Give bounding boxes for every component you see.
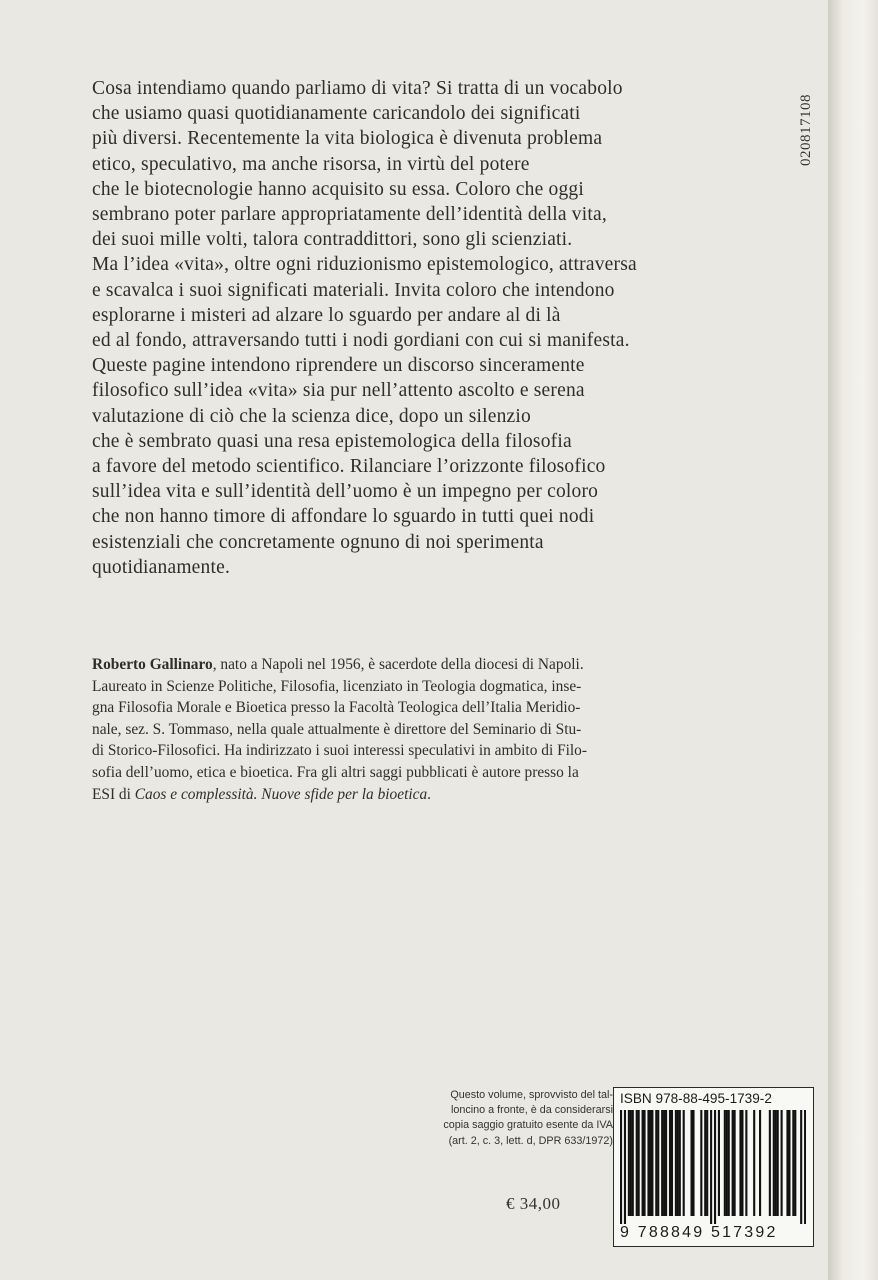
barcode-bar — [677, 1110, 679, 1216]
blurb-line: sembrano poter parlare appropriatamente dell’identità della vita, — [92, 204, 607, 226]
barcode-bar — [706, 1110, 708, 1216]
barcode-bar — [651, 1110, 653, 1216]
author-bio-line — [92, 784, 792, 806]
barcode-bar — [704, 1110, 706, 1216]
barcode-bar — [690, 1110, 692, 1216]
blurb-line: che usiamo quasi quotidianamente caricandolo dei significati — [92, 103, 581, 125]
isbn-barcode-box — [613, 1087, 814, 1247]
isbn-label: ISBN 978-88-495-1739-2 — [620, 1091, 772, 1106]
blurb-line: ed al fondo, attraversando tutti i nodi gordiani con cui si manifesta. — [92, 330, 630, 352]
barcode-bar — [683, 1110, 685, 1216]
price: € 34,00 — [506, 1194, 561, 1213]
barcode-bar — [638, 1110, 640, 1216]
barcode-bar — [773, 1110, 775, 1216]
notice-line: copia saggio gratuito esente da IVA — [443, 1119, 613, 1132]
author-bio-line: nale, sez. S. Tommaso, nella quale attualmente è direttore del Seminario di Stu- — [92, 720, 582, 738]
author-bio-line: Laureato in Scienze Politiche, Filosofia, licenziato in Teologia dogmatica, inse- — [92, 677, 582, 695]
publisher-prefix: ESI di — [92, 785, 135, 803]
author-bio-line: sofia dell’uomo, etica e bioetica. Fra gli altri saggi pubblicati è autore presso la — [92, 763, 579, 781]
barcode-bar — [739, 1110, 741, 1216]
barcode-bar — [775, 1110, 777, 1216]
page-edge — [828, 0, 878, 1280]
barcode-bar — [777, 1110, 779, 1216]
blurb-line: e scavalca i suoi significati materiali. Invita coloro che intendono — [92, 279, 615, 301]
blurb-line: etico, speculativo, ma anche risorsa, in virtù del potere — [92, 153, 530, 175]
blurb-line: esistenziali che concretamente ognuno di noi sperimenta — [92, 531, 544, 553]
barcode-bar — [642, 1110, 644, 1216]
barcode-bar — [657, 1110, 659, 1216]
barcode-bar — [675, 1110, 677, 1216]
barcode-bar — [718, 1110, 720, 1216]
barcode-bar — [800, 1110, 802, 1224]
blurb-line: Cosa intendiamo quando parliamo di vita? Si tratta di un vocabolo — [92, 78, 623, 99]
blurb-line: quotidianamente. — [92, 556, 231, 578]
author-bio — [92, 654, 792, 805]
barcode-bar — [663, 1110, 665, 1216]
barcode-bar — [741, 1110, 743, 1216]
barcode-bar — [671, 1110, 673, 1216]
blurb-line: valutazione di ciò che la scienza dice, dopo un silenzio — [92, 405, 531, 427]
barcode-bar — [781, 1110, 783, 1216]
barcode-bar — [794, 1110, 796, 1216]
barcode-bar — [732, 1110, 734, 1216]
author-bio-line: gna Filosofia Morale e Bioetica presso la Facoltà Teologica dell’Italia Meridio- — [92, 699, 581, 717]
barcode-bar — [724, 1110, 726, 1216]
barcode-bar — [759, 1110, 761, 1216]
barcode-bar — [745, 1110, 747, 1216]
author-intro: , nato a Napoli nel 1956, è sacerdote della diocesi di Napoli. — [212, 656, 584, 673]
side-code: 020817108 — [798, 94, 814, 166]
barcode-bar — [679, 1110, 681, 1216]
other-book-title: Caos e complessità. Nuove sfide per la bioetica — [134, 785, 428, 803]
author-name: Roberto Gallinaro — [92, 656, 213, 673]
blurb-line: sull’idea vita e sull’identità dell’uomo è un impegno per coloro — [92, 481, 599, 503]
author-bio-line — [92, 654, 792, 676]
book-blurb — [92, 76, 752, 580]
barcode-bar — [665, 1110, 667, 1216]
blurb-line: dei suoi mille volti, talora contraddittori, sono gli scienziati. — [92, 229, 573, 251]
barcode-bar — [643, 1110, 645, 1216]
barcode-digits: 9 788849 517392 — [620, 1224, 778, 1241]
barcode-bar — [726, 1110, 728, 1216]
blurb-line: che le biotecnologie hanno acquisito su essa. Coloro che oggi — [92, 178, 584, 200]
barcode-bar — [692, 1110, 694, 1216]
blurb-line: che è sembrato quasi una resa epistemologica della filosofia — [92, 430, 572, 452]
barcode-bar — [649, 1110, 651, 1216]
blurb-line: Queste pagine intendono riprendere un discorso sinceramente — [92, 355, 585, 377]
blurb-line: esplorarne i misteri ad alzare lo sguardo per andare al di là — [92, 304, 561, 326]
barcode-bar — [624, 1110, 626, 1224]
barcode-bar — [734, 1110, 736, 1216]
free-copy-notice — [408, 1088, 613, 1149]
blurb-line: a favore del metodo scientifico. Rilanciare l’orizzonte filosofico — [92, 456, 606, 478]
blurb-line: più diversi. Recentemente la vita biologica è divenuta problema — [92, 128, 603, 150]
barcode-bar — [753, 1110, 755, 1216]
blurb-line: Ma l’idea «vita», oltre ogni riduzionismo epistemologico, attraversa — [92, 254, 637, 276]
barcode-icon — [620, 1110, 806, 1224]
barcode-bar — [620, 1110, 622, 1224]
barcode-bar — [655, 1110, 657, 1216]
barcode-bar — [661, 1110, 663, 1216]
publisher-suffix: . — [427, 785, 432, 803]
barcode-bar — [632, 1110, 634, 1216]
barcode-bar — [714, 1110, 716, 1224]
barcode-bar — [710, 1110, 712, 1224]
barcode-bar — [700, 1110, 702, 1216]
barcode-bar — [786, 1110, 788, 1216]
author-bio-line: di Storico-Filosofici. Ha indirizzato i suoi interessi speculativi in ambito di Filo- — [92, 742, 587, 760]
barcode-bar — [792, 1110, 794, 1216]
barcode-bar — [636, 1110, 638, 1216]
barcode-bar — [728, 1110, 730, 1216]
notice-line: (art. 2, c. 3, lett. d, DPR 633/1972) — [448, 1134, 613, 1147]
barcode-bar — [788, 1110, 790, 1216]
blurb-line: filosofico sull’idea «vita» sia pur nell’attento ascolto e serena — [92, 380, 585, 402]
blurb-line: che non hanno timore di affondare lo sguardo in tutti quei nodi — [92, 506, 595, 528]
barcode-bar — [628, 1110, 630, 1216]
barcode-bar — [630, 1110, 632, 1216]
notice-line: loncino a fronte, è da considerarsi — [450, 1104, 613, 1117]
notice-line: Questo volume, sprovvisto del tal- — [450, 1089, 613, 1101]
barcode-bar — [669, 1110, 671, 1216]
barcode-bar — [647, 1110, 649, 1216]
barcode-bar — [804, 1110, 806, 1224]
barcode-bar — [769, 1110, 771, 1216]
